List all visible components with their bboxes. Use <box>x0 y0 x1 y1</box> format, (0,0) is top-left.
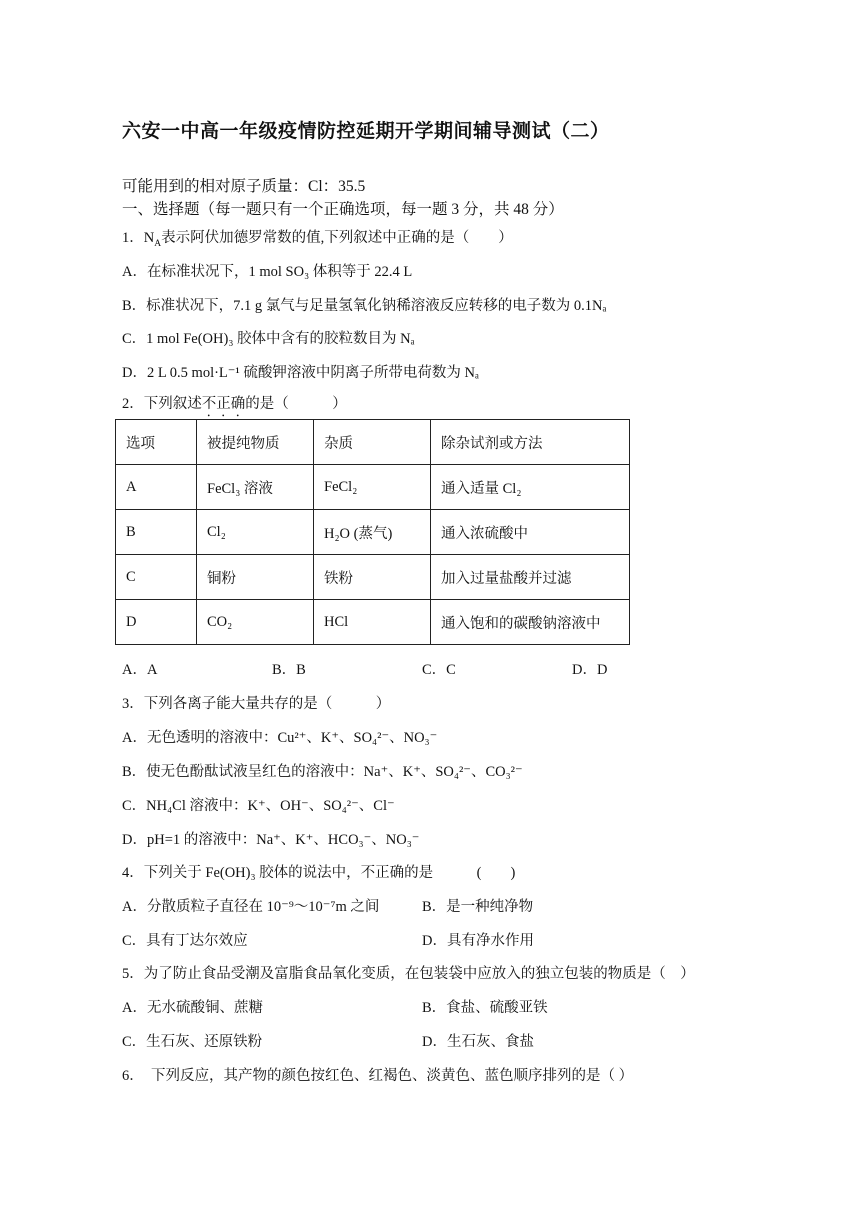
table-cell: 通入饱和的碳酸钠溶液中 <box>431 600 630 645</box>
question-1-option-b: B．标准状况下，7.1 g 氯气与足量氢氧化钠稀溶液反应转移的电子数为 0.1Nₐ <box>122 298 607 314</box>
table-row <box>116 600 630 645</box>
question-3-option-c: C．NH₄Cl 溶液中：K⁺、OH⁻、SO₄²⁻、Cl⁻ <box>122 798 395 814</box>
question-5-option-a: A．无水硫酸铜、蔗糖 <box>122 1000 263 1016</box>
question-2-option-a: A．A <box>122 662 158 678</box>
table-cell: 铁粉 <box>314 555 431 600</box>
question-4-option-d: D．具有净水作用 <box>422 933 534 949</box>
question-2-option-c: C．C <box>422 662 456 678</box>
table-cell: FeCl₂ <box>314 465 431 510</box>
table-cell: 铜粉 <box>197 555 314 600</box>
table-row <box>116 555 630 600</box>
table-cell: 通入适量 Cl₂ <box>431 465 630 510</box>
table-cell: 通入浓硫酸中 <box>431 510 630 555</box>
question-4-option-b: B．是一种纯净物 <box>422 899 534 915</box>
table-cell: CO₂ <box>197 600 314 645</box>
question-1-stem: 1．$N_A$表示阿伏加德罗常数的值,下列叙述中正确的是（ ） <box>122 230 513 249</box>
question-3-option-b: B．使无色酚酞试液呈红色的溶液中：Na⁺、K⁺、SO₄²⁻、CO₃²⁻ <box>122 764 523 780</box>
table-cell: D <box>116 600 197 645</box>
question-4-option-a: A．分散质粒子直径在 10⁻⁹～10⁻⁷m 之间 <box>122 899 380 915</box>
table-header: 被提纯物质 <box>197 420 314 465</box>
table-header-row <box>116 420 630 465</box>
question-5-stem: 5．为了防止食品受潮及富脂食品氧化变质，在包装袋中应放入的独立包装的物质是（ ） <box>122 966 695 982</box>
question-4-option-c: C．具有丁达尔效应 <box>122 933 248 949</box>
question-2-stem: 2．下列叙述不正确的是（ ） <box>122 396 347 412</box>
table-cell: H₂O (蒸气) <box>314 510 431 555</box>
question-5-option-b: B．食盐、硫酸亚铁 <box>422 1000 548 1016</box>
question-4-stem: 4．下列关于 Fe(OH)₃ 胶体的说法中，不正确的是 ( ) <box>122 865 516 881</box>
table-header: 除杂试剂或方法 <box>431 420 630 465</box>
question-3-option-d: D．pH=1 的溶液中：Na⁺、K⁺、HCO₃⁻、NO₃⁻ <box>122 832 420 848</box>
section-heading: 一、选择题（每一题只有一个正确选项，每一题 3 分，共 48 分） <box>122 201 564 218</box>
table-cell: 加入过量盐酸并过滤 <box>431 555 630 600</box>
table-cell: FeCl₃ 溶液 <box>197 465 314 510</box>
table-header: 选项 <box>116 420 197 465</box>
table-row <box>116 510 630 555</box>
table-cell: B <box>116 510 197 555</box>
question-1-option-d: D．2 L 0.5 mol·L⁻¹ 硫酸钾溶液中阴离子所带电荷数为 Nₐ <box>122 365 479 381</box>
question-3-option-a: A．无色透明的溶液中：Cu²⁺、K⁺、SO₄²⁻、NO₃⁻ <box>122 730 438 746</box>
atomic-mass-note: 可能用到的相对原子质量：Cl：35.5 <box>122 178 366 195</box>
question-2-option-d: D．D <box>572 662 608 678</box>
table-cell: C <box>116 555 197 600</box>
question-3-stem: 3．下列各离子能大量共存的是（ ） <box>122 696 391 712</box>
question-6-stem: 6． 下列反应，其产物的颜色按红色、红褐色、淡黄色、蓝色顺序排列的是（ ） <box>122 1068 634 1084</box>
question-1-option-a: A．在标准状况下，1 mol SO₃ 体积等于 22.4 L <box>122 264 413 280</box>
table-header: 杂质 <box>314 420 431 465</box>
purification-table <box>115 419 630 645</box>
table-cell: HCl <box>314 600 431 645</box>
question-5-option-d: D．生石灰、食盐 <box>422 1034 534 1050</box>
question-2-option-b: B．B <box>272 662 306 678</box>
page-title: 六安一中高一年级疫情防控延期开学期间辅导测试（二） <box>122 121 610 142</box>
table-row <box>116 465 630 510</box>
table-cell: A <box>116 465 197 510</box>
table-cell: Cl₂ <box>197 510 314 555</box>
question-1-option-c: C．1 mol Fe(OH)₃ 胶体中含有的胶粒数目为 Nₐ <box>122 331 415 347</box>
emphasis-text: 不正确 <box>201 396 246 412</box>
question-5-option-c: C．生石灰、还原铁粉 <box>122 1034 263 1050</box>
